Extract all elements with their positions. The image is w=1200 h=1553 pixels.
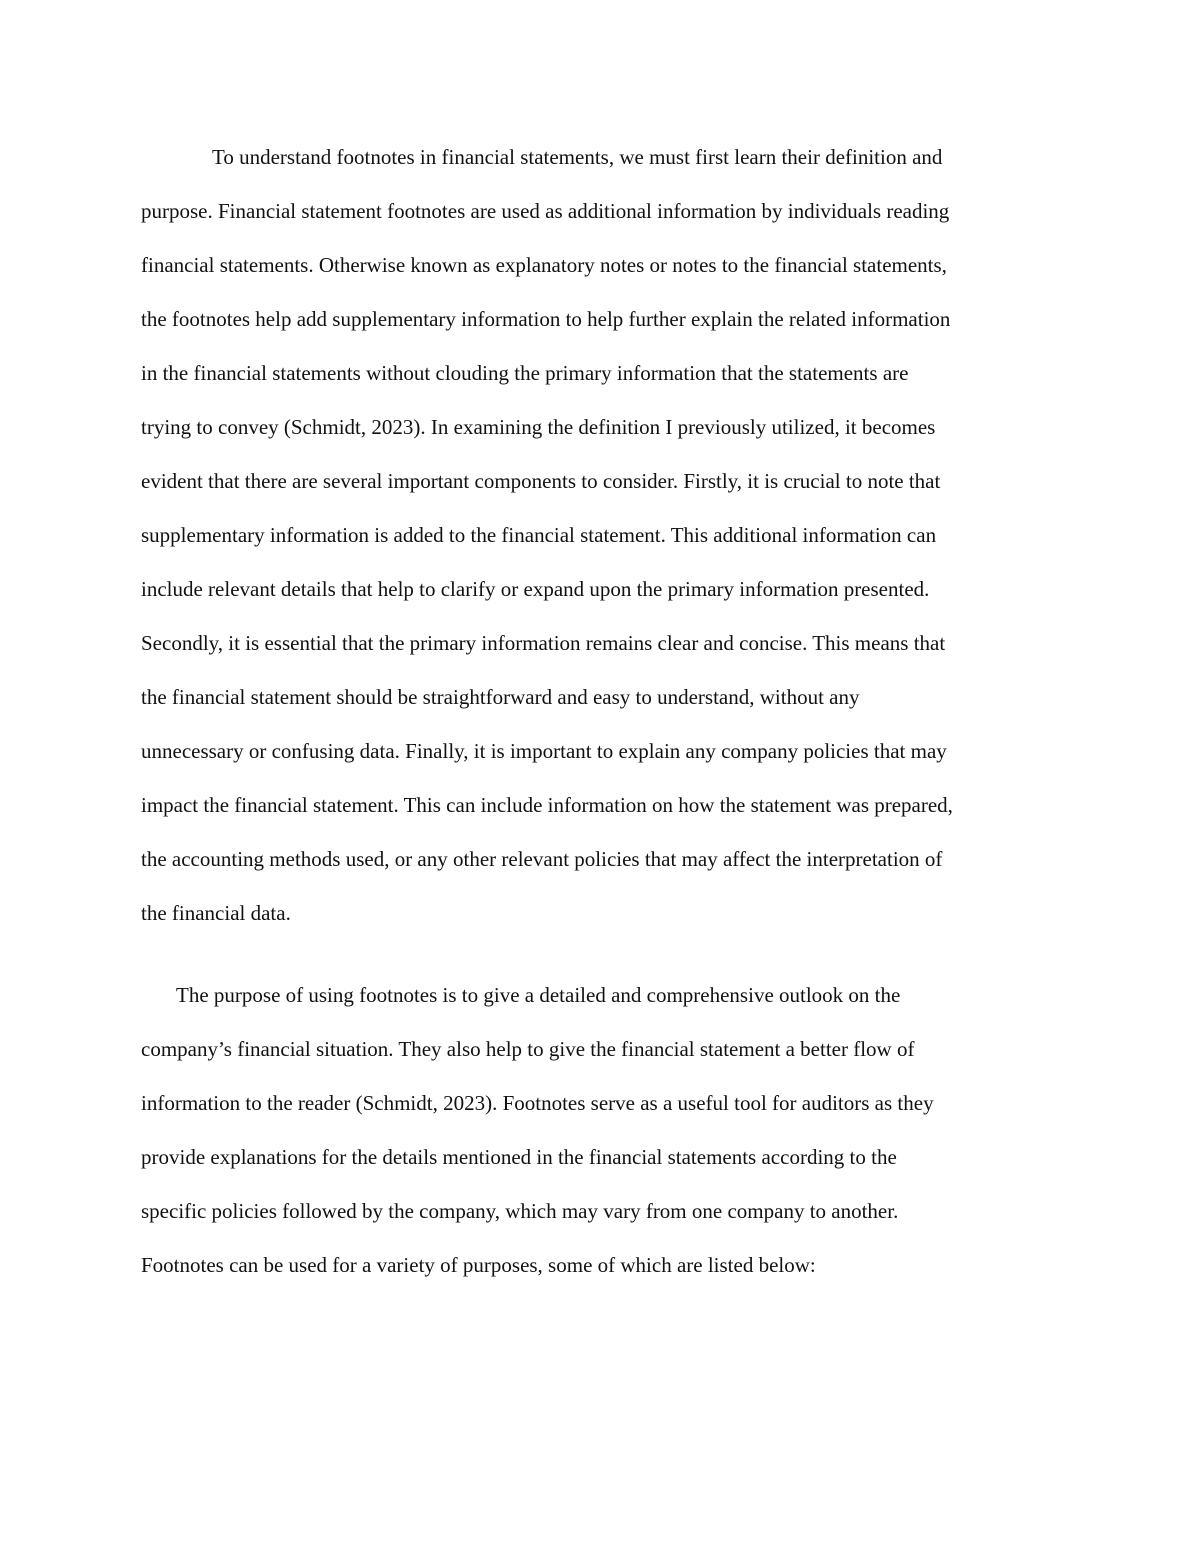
paragraph-1-line-15: the financial data.	[141, 901, 291, 925]
paragraph-2-line-1: The purpose of using footnotes is to give a detailed and comprehensive outlook on the	[176, 983, 901, 1007]
paragraph-1-line-9: include relevant details that help to clarify or expand upon the primary information presented.	[141, 577, 930, 601]
paragraph-1-line-7: evident that there are several important components to consider. Firstly, it is crucial to note that	[141, 469, 941, 493]
paragraph-1-line-13: impact the financial statement. This can include information on how the statement was prepared,	[141, 793, 953, 817]
paragraph-1-line-2: purpose. Financial statement footnotes are used as additional information by individuals reading	[141, 199, 950, 223]
paragraph-1-line-10: Secondly, it is essential that the primary information remains clear and concise. This means that	[141, 631, 946, 655]
paragraph-1-line-14: the accounting methods used, or any other relevant policies that may affect the interpretation of	[141, 847, 943, 871]
paragraph-1-line-6: trying to convey (Schmidt, 2023). In examining the definition I previously utilized, it becomes	[141, 415, 936, 439]
paragraph-2-line-3: information to the reader (Schmidt, 2023). Footnotes serve as a useful tool for auditors as they	[141, 1091, 934, 1115]
paragraph-1-line-12: unnecessary or confusing data. Finally, it is important to explain any company policies that may	[141, 739, 947, 763]
paragraph-1-line-1: To understand footnotes in financial statements, we must first learn their definition and	[212, 145, 943, 169]
paragraph-2-line-4: provide explanations for the details mentioned in the financial statements according to the	[141, 1145, 897, 1169]
paragraph-1-line-4: the footnotes help add supplementary information to help further explain the related information	[141, 307, 951, 331]
paragraph-2-line-2: company’s financial situation. They also help to give the financial statement a better flow of	[141, 1037, 915, 1061]
paragraph-1-line-3: financial statements. Otherwise known as explanatory notes or notes to the financial statements,	[141, 253, 947, 277]
paragraph-2-line-5: specific policies followed by the company, which may vary from one company to another.	[141, 1199, 899, 1223]
paragraph-1-line-5: in the financial statements without clouding the primary information that the statements are	[141, 361, 909, 385]
paragraph-2-line-6: Footnotes can be used for a variety of purposes, some of which are listed below:	[141, 1253, 816, 1277]
paragraph-1-line-11: the financial statement should be straightforward and easy to understand, without any	[141, 685, 860, 709]
paragraph-1-line-8: supplementary information is added to the financial statement. This additional information can	[141, 523, 937, 547]
